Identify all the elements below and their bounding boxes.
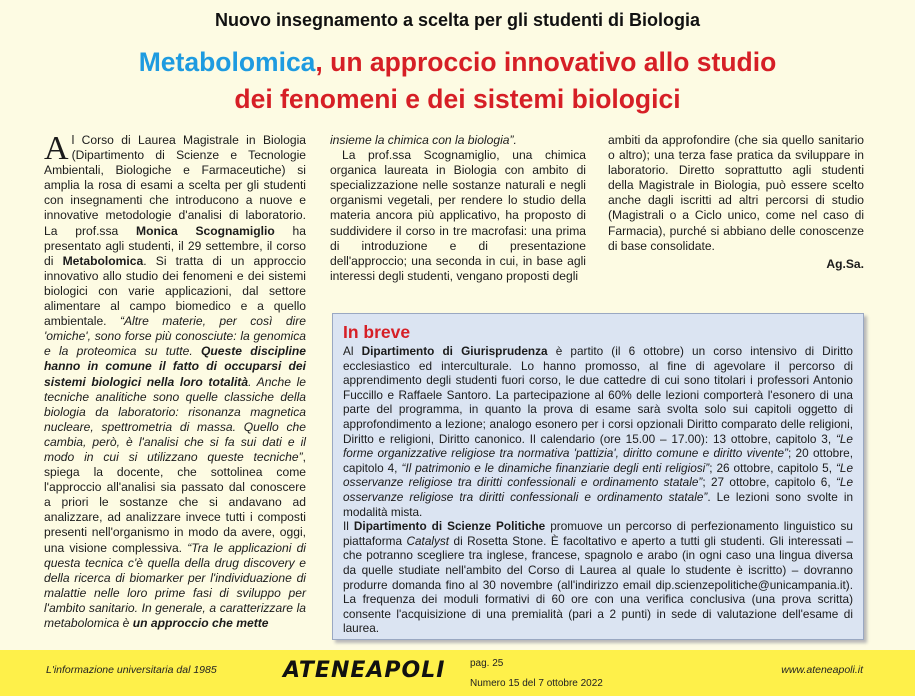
text: ha presentato agli studenti, il 29 settembre, il corso di [44, 223, 306, 268]
department-name: Dipartimento di Scienze Politiche [353, 519, 546, 534]
text: Il [343, 519, 354, 534]
article-paragraph-2: La prof.ssa Scognamiglio, una chimica organica laureata in Biologia con ambito di specializzazione nelle sostanze naturali e negli organismi vegetali, per rendere lo studio della materia ancora più applicativo, ha proposto di suddividere il corso in tre macrofasi: una prima di introduzione e di presentazione dell'approccio; una seconda in cui, in base agli interessi degli studenti, vengano proposti degli [330, 148, 586, 283]
headline-line-1-rest: , un approccio innovativo allo studio [315, 47, 777, 77]
in-breve-box [332, 313, 864, 640]
text: , spiega la docente, che sottolinea come l'approccio all'analisi sia passato dal conoscere a priori le sostanze che si andavano ad analizzare, ad analizzare invece tutti i composti presenti nell'organismo in modo da avere, oggi, una visione complessiva. [44, 449, 306, 555]
quote-bold: Queste discipline hanno in comune il fatto di occuparsi dei sistemi biologici nella loro totalità [44, 344, 306, 389]
professor-name: Monica Scognamiglio [136, 223, 275, 238]
lesson-title: “Le osservanze religiose tra diritti confessionali e ordinamento statale” [343, 460, 854, 490]
platform-name: Catalyst [406, 533, 450, 548]
box-text [343, 344, 853, 636]
quote-bold: insieme la chimica con la biologia [330, 133, 510, 147]
page-number: pag. 25 [470, 658, 504, 669]
headline-line-1 [0, 44, 915, 81]
kicker: Nuovo insegnamento a scelta per gli studenti di Biologia [214, 10, 701, 30]
text: ; 20 ottobre, capitolo 4, [343, 446, 853, 475]
article-paragraph-1-continued [330, 133, 586, 148]
headline-highlight: Metabolomica [138, 47, 316, 77]
lesson-title: “Il patrimonio e le dinamiche finanziarie degli enti religiosi” [401, 460, 710, 475]
dropcap: A [44, 130, 69, 167]
footer-tagline: L'informazione universitaria dal 1985 [46, 664, 217, 676]
box-paragraph-1 [343, 344, 853, 519]
lesson-title: “Le osservanze religiose tra diritti confessionali e ordinamento statale” [343, 475, 854, 504]
quote: “Tra le applicazioni di questa tecnica c'è quella della drug discovery e della ricerca di biomarker per l'individuazione di malattie nelle loro prime fasi di sviluppo per l'ambito sanitario. In generale, a caratterizzare la metabolomica è [44, 540, 306, 630]
headline-line-2: dei fenomeni e dei sistemi biologici [234, 84, 681, 114]
footer [0, 650, 915, 696]
article-column-1 [44, 130, 306, 631]
headline [0, 44, 915, 118]
quote: ”. [509, 133, 517, 147]
text: di Rosetta Stone. È facoltativo e aperto a tutti gli studenti. Gli interessati – che potranno scegliere tra inglese, francese, spagnolo e arabo (in ogni caso una lingua diversa da quelle studiate nell'ambito del Corso di Laurea al quale lo studente è iscritto) – dovranno produrre domanda fino al 30 novembre (all'indirizzo email dip.scienzepolitiche@unicampania.it). La frequenza dei moduli formativi di 60 ore con una verifica conclusiva (una prova scritta) consente l'acquisizione di una premialità (pari a 2 punti) in sede di valutazione dell'esame di laurea. [343, 533, 853, 636]
article-column-2 [330, 133, 586, 284]
lesson-title: “Le forme organizzative religiose tra normativa 'pattizia', diritto comune e diritto vivente” [343, 431, 853, 461]
website-link[interactable]: www.ateneapoli.it [781, 664, 863, 676]
course-name: Metabolomica [62, 253, 144, 268]
text: l Corso di Laurea Magistrale in Biologia (Dipartimento di Scienze e Tecnologie Ambientali, Biologiche e Farmaceutiche) si amplia la rosa di esami a scelta per gli studenti con insegnamenti che introducono a nuove e innovative metodologie d'analisi di laboratorio. La prof.ssa [44, 133, 306, 238]
text: Al [343, 344, 362, 358]
article-paragraph-2-continued: ambiti da approfondire (che sia quello sanitario o altro); una terza fase pratica da sviluppare in laboratorio. Diretto soprattutto agli studenti della Magistrale in Biologia, può essere scelto anche dagli iscritti ad altri percorsi di studio (Magistrali o a Ciclo unico, come nel caso di Farmacia), purché si abbiano delle conoscenze di base consolidate. [608, 133, 865, 253]
text: promuove un percorso di perfezionamento linguistico su piattaforma [343, 519, 853, 548]
text: ; 26 ottobre, capitolo 5, [709, 460, 836, 475]
text: è partito (il 6 ottobre) un corso intensivo di Diritto ecclesiastico ed interculturale. Lo hanno promosso, al fine di agevolare il percorso di apprendimento degli studenti fuori corso, le due cattedre di cui sono titolari i professori Antonio Fuccillo e Raffaele Santoro. La partecipazione al 60% delle lezioni comporterà l'esonero di una parte del programma, in quanto la prova di esame sarà svolta solo sui capitoli oggetto di approfondimento a lezione; analogo esonero per i corsi opzionali Diritto comparato delle religioni, Diritto e religioni, Diritto canonico. Il calendario (ore 15.00 – 17.00): 13 ottobre, capitolo 3, [343, 344, 853, 446]
quote: . Anche le tecniche analitiche sono quelle classiche della biologia da laboratorio: risonanza magnetica nucleare, spettrometria di massa. Quello che cambia, però, è l'analisi che si fa sui dati e il modo in cui si utilizzano queste tecniche” [44, 374, 306, 464]
article-column-3 [608, 133, 864, 272]
ateneapoli-logo: ATENEAPOLI [283, 658, 446, 683]
quote-bold: un approccio che mette [132, 616, 269, 630]
text: ; 27 ottobre, capitolo 6, [702, 475, 836, 490]
issue-number: Numero 15 del 7 ottobre 2022 [470, 678, 603, 689]
quote: “Altre materie, per così dire 'omiche', sono forse più conosciute: la genomica e la proteomica su tutte. [44, 314, 306, 359]
box-paragraph-2 [343, 519, 853, 636]
box-title: In breve [343, 322, 411, 342]
text: . Le lezioni sono svolte in modalità mista. [343, 489, 854, 519]
text: . Si tratta di un approccio innovativo allo studio dei fenomeni e dei sistemi biologici con varie applicazioni, dal settore alimentare al campo biomedico e a quello ambientale. [44, 253, 306, 329]
article-paragraph-1 [44, 130, 306, 631]
department-name: Dipartimento di Giurisprudenza [361, 344, 548, 358]
signature: Ag.Sa. [826, 256, 864, 271]
